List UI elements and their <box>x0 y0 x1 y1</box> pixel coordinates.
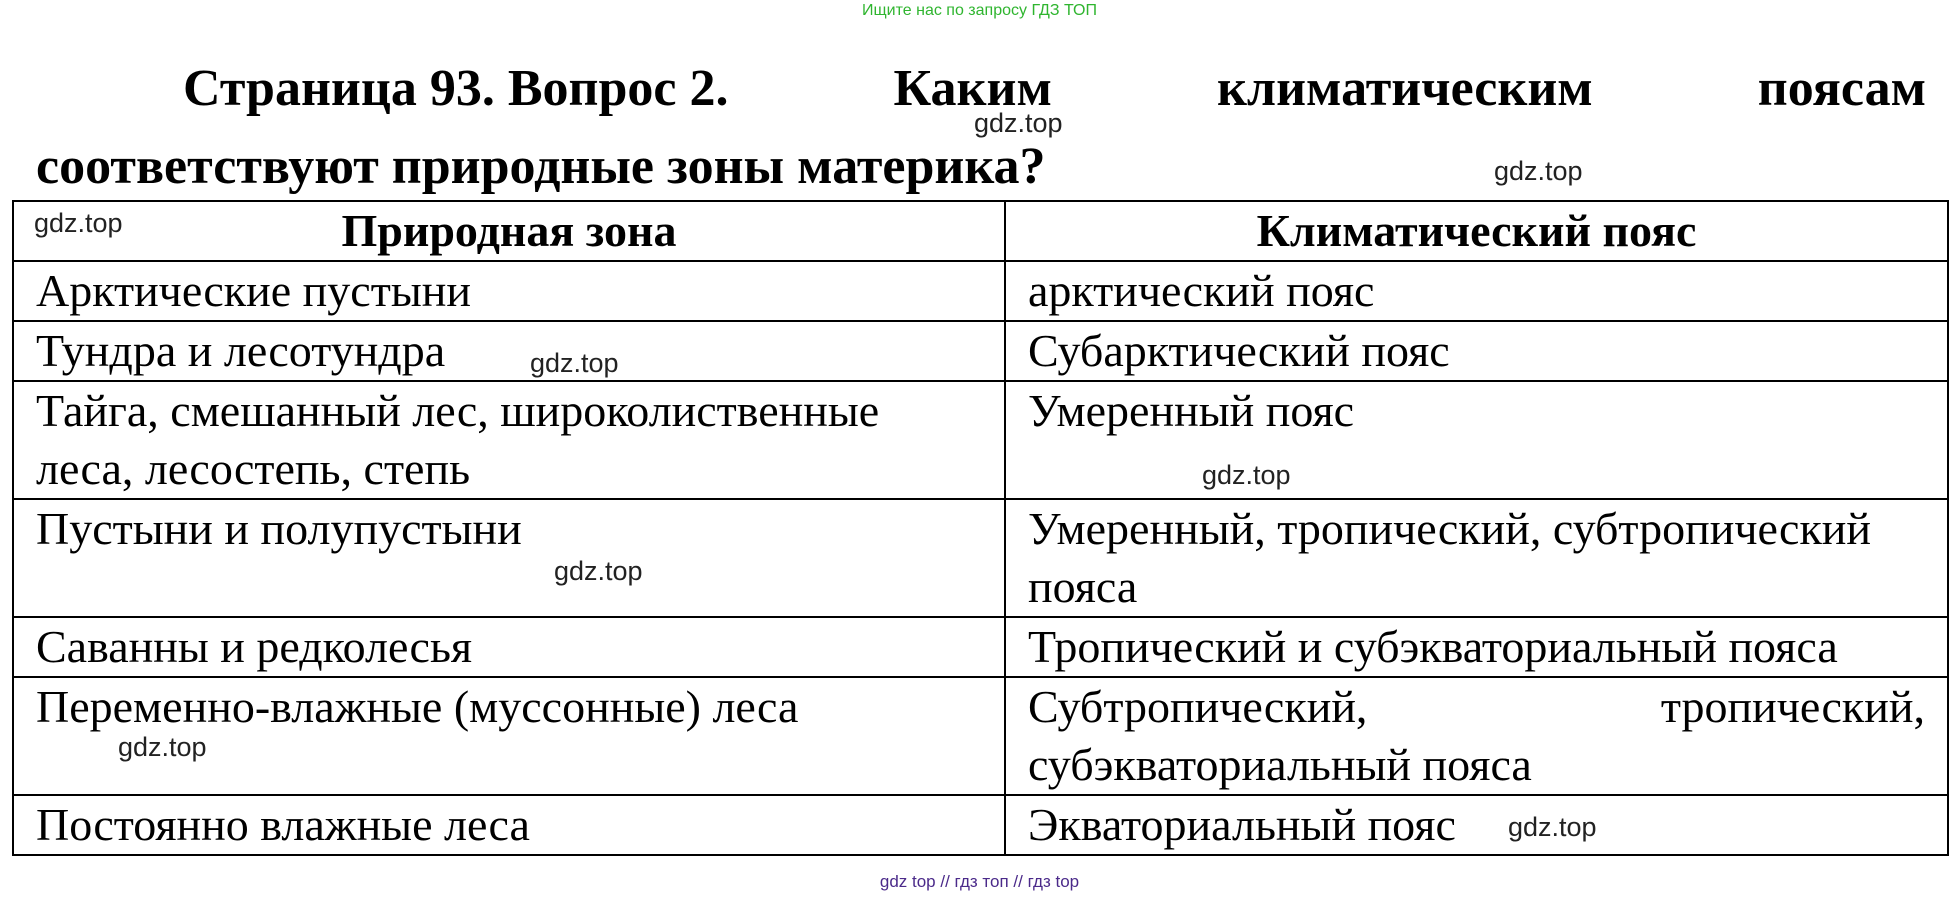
belt-word: тропический, <box>1660 681 1925 732</box>
footer-separator: // <box>1013 872 1023 891</box>
title-word: Страница 93. Вопрос 2. <box>183 60 729 117</box>
belt-line: субэкваториальный пояса <box>1028 739 1532 790</box>
zone-cell: Пустыни и полупустыни <box>13 499 1005 617</box>
belt-cell: Субарктический пояс <box>1005 321 1948 381</box>
search-hint-link[interactable]: Ищите нас по запросу ГДЗ ТОП <box>862 2 1097 19</box>
watermark: gdz.top <box>118 732 207 762</box>
belt-line: Умеренный, тропический, субтропический <box>1028 503 1872 554</box>
belt-line: пояса <box>1028 561 1138 612</box>
table-row <box>13 321 1948 381</box>
belt-cell <box>1005 677 1948 795</box>
zone-cell: Постоянно влажные леса <box>13 795 1005 855</box>
footer-link[interactable]: гдз top <box>1027 872 1080 891</box>
belt-word: Субтропический, <box>1028 681 1368 732</box>
header-natural-zone: Природная зона <box>13 201 1005 261</box>
zone-cell: Саванны и редколесья <box>13 617 1005 677</box>
zone-cell: Тундра и лесотундра <box>13 321 1005 381</box>
header-climate-belt: Климатический пояс <box>1005 201 1948 261</box>
title-word: Каким <box>893 60 1052 117</box>
zone-cell: Переменно-влажные (муссонные) леса <box>13 677 1005 795</box>
watermark: gdz.top <box>554 556 643 586</box>
zone-line: леса, лесостепь, степь <box>36 443 471 494</box>
table-row <box>13 499 1948 617</box>
footer-link[interactable]: гдз топ <box>954 872 1009 891</box>
footer-links <box>0 872 1959 892</box>
watermark: gdz.top <box>530 348 619 378</box>
watermark: gdz.top <box>1508 812 1597 842</box>
footer-link[interactable]: gdz top <box>879 872 936 891</box>
title-word: климатическим <box>1216 60 1593 117</box>
table-row <box>13 677 1948 795</box>
belt-cell: арктический пояс <box>1005 261 1948 321</box>
zone-cell: Арктические пустыни <box>13 261 1005 321</box>
watermark: gdz.top <box>34 208 123 238</box>
table-header-row <box>13 201 1948 261</box>
watermark: gdz.top <box>1494 156 1583 186</box>
belt-cell: Умеренный пояс <box>1005 381 1948 499</box>
table-row <box>13 617 1948 677</box>
table-row <box>13 795 1948 855</box>
footer-separator: // <box>940 872 950 891</box>
belt-cell <box>1005 499 1948 617</box>
zone-line: Тайга, смешанный лес, широколиственные <box>36 385 880 436</box>
belt-cell: Тропический и субэкваториальный пояса <box>1005 617 1948 677</box>
belt-cell: Экваториальный пояс <box>1005 795 1948 855</box>
zone-cell <box>13 381 1005 499</box>
watermark: gdz.top <box>974 108 1063 138</box>
table-row <box>13 381 1948 499</box>
watermark: gdz.top <box>1202 460 1291 490</box>
table-row <box>13 261 1948 321</box>
title-word: поясам <box>1757 60 1926 117</box>
climate-zones-table <box>12 200 1949 856</box>
title-line-2: соответствуют природные зоны материка? <box>36 138 1046 195</box>
belt-line <box>1028 678 1925 736</box>
